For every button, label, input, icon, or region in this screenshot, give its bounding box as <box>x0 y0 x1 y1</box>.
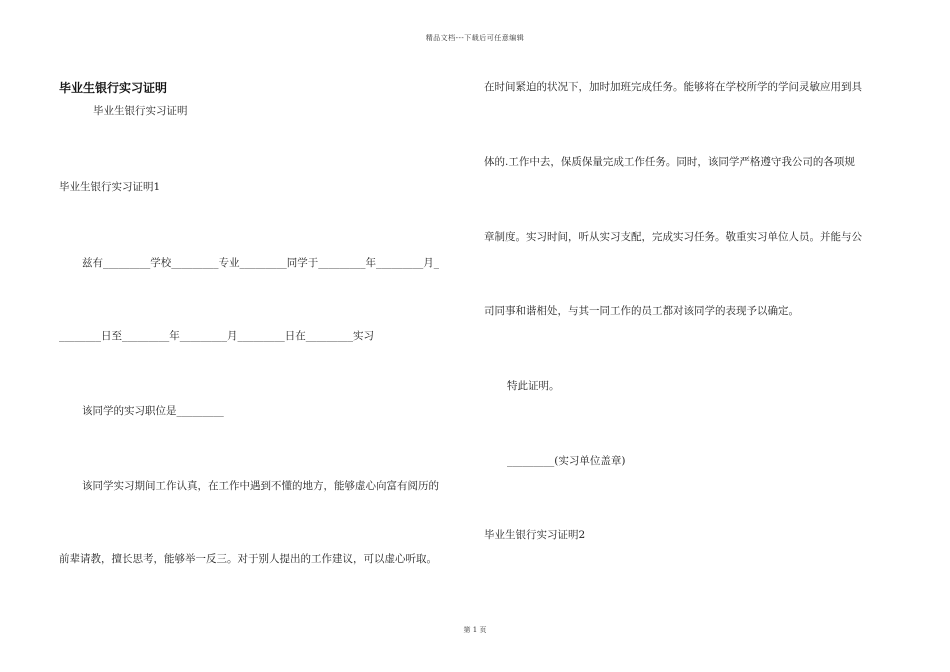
document-title: 毕业生银行实习证明 <box>59 81 168 95</box>
subtitle: 毕业生银行实习证明 <box>93 105 188 117</box>
body-paragraph-line: 司同事和谐相处，与其一同工作的员工都对该同学的表现予以确定。 <box>484 305 799 317</box>
body-paragraph-line: 兹有_________学校_________专业_________同学于_________年_________月_ <box>82 257 439 269</box>
body-paragraph-line: 前辈请教，擅长思考，能够举一反三。对于别人提出的工作建议，可以虚心听取。 <box>59 553 437 565</box>
body-paragraph-line: 章制度。实习时间，听从实习支配，完成实习任务。敬重实习单位人员。并能与公 <box>484 231 862 243</box>
body-paragraph-line: 在时间紧迫的状况下，加时加班完成任务。能够将在学校所学的学问灵敏应用到具 <box>484 81 862 93</box>
section-heading-2: 毕业生银行实习证明2 <box>484 529 586 541</box>
signature-line: _________(实习单位盖章) <box>507 455 626 467</box>
body-paragraph-line: ________日至_________年_________月_________日在_________实习 <box>59 330 374 342</box>
closing-statement: 特此证明。 <box>507 380 560 392</box>
section-heading-1: 毕业生银行实习证明1 <box>59 181 161 193</box>
page-number: 第 1 页 <box>463 626 487 634</box>
body-paragraph-line: 体的.工作中去，保质保量完成工作任务。同时，该同学严格遵守我公司的各项规 <box>484 156 855 168</box>
body-paragraph-line: 该同学的实习职位是_________ <box>82 405 224 417</box>
page-header: 精品文档---下载后可任意编辑 <box>425 34 525 42</box>
body-paragraph-line: 该同学实习期间工作认真，在工作中遇到不懂的地方，能够虚心向富有阅历的 <box>82 480 439 492</box>
